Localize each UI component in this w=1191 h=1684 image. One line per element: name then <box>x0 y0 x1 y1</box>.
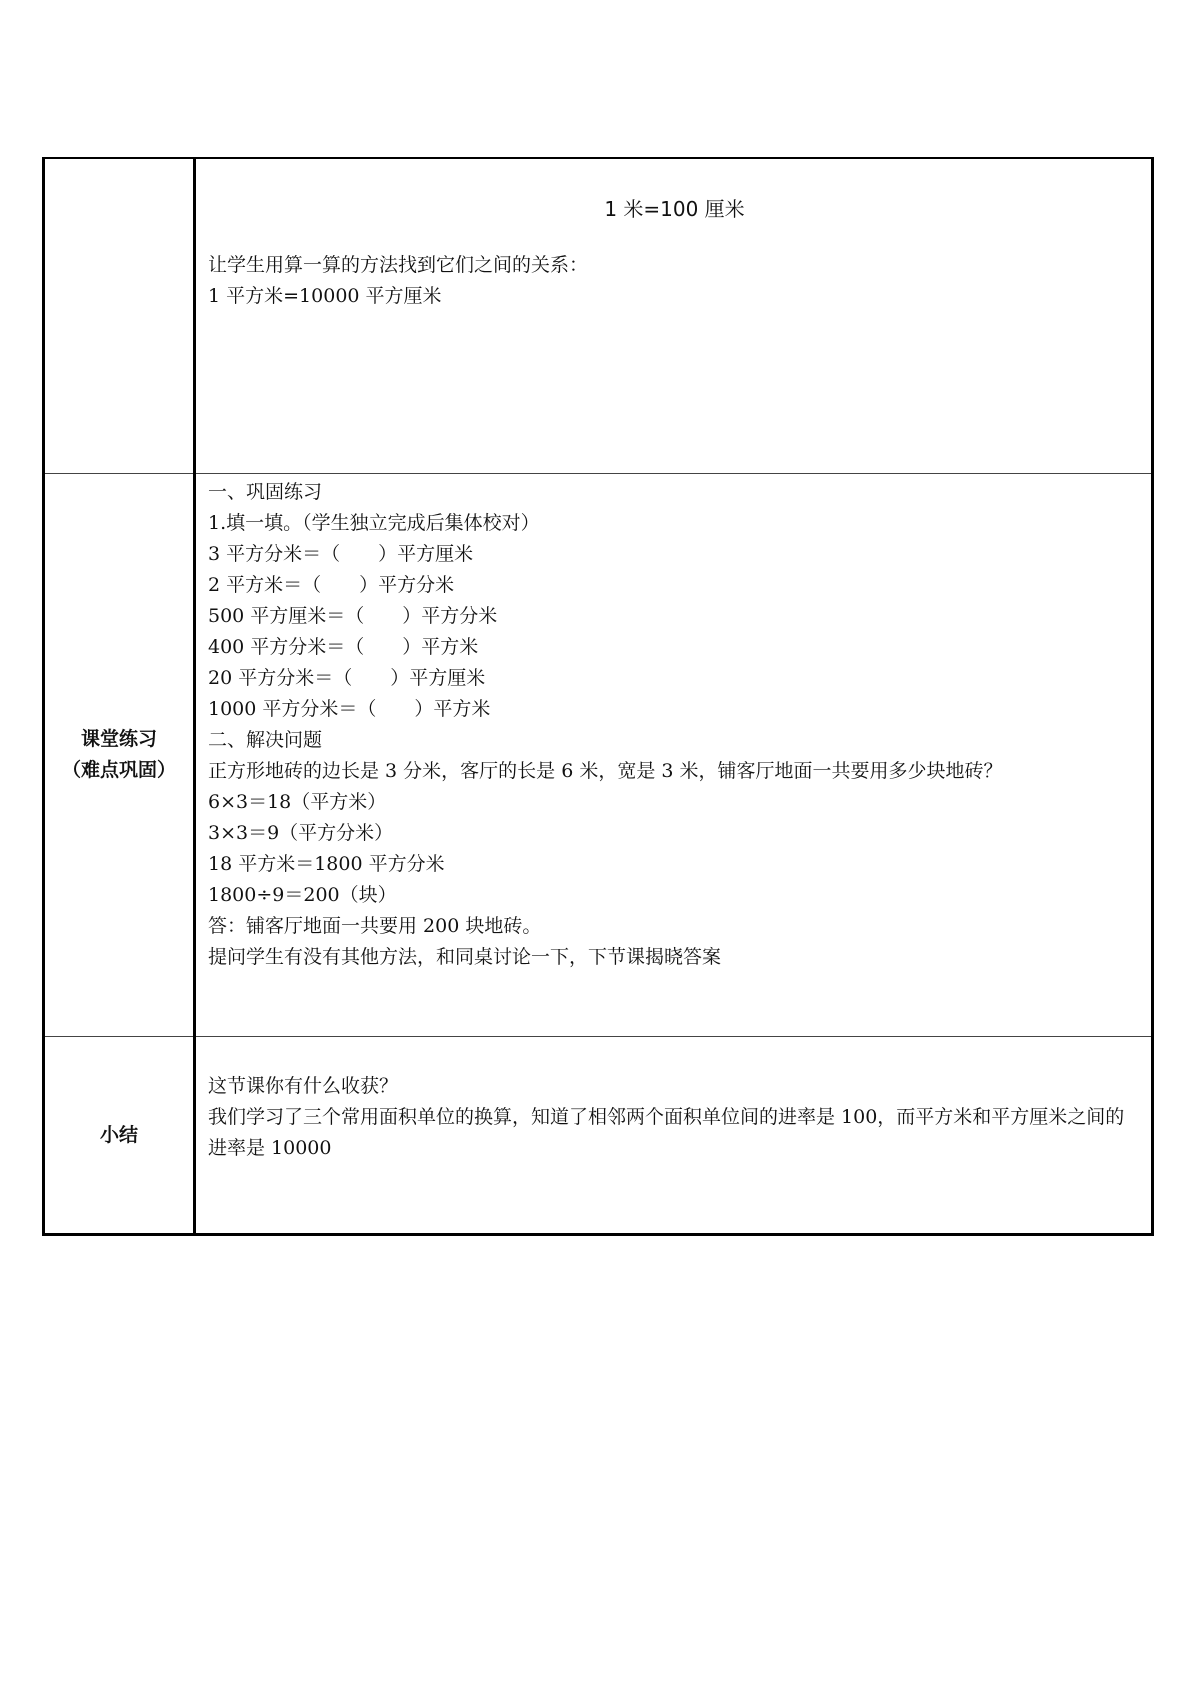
solution-line: 6×3＝18（平方米） <box>208 791 387 813</box>
answer-line: 答：铺客厅地面一共要用 200 块地砖。 <box>208 915 542 937</box>
summary-cell <box>195 1037 1153 1235</box>
summary-text: 我们学习了三个常用面积单位的换算，知道了相邻两个面积单位间的进率是 100，而平方米和平方厘米之间的进率是 10000 <box>208 1106 1125 1159</box>
solution-line: 3×3＝9（平方分米） <box>208 822 394 844</box>
practice-label: 课堂练习 <box>80 728 157 750</box>
practice-sublabel: （难点巩固） <box>61 759 176 781</box>
method-line: 让学生用算一算的方法找到它们之间的关系： <box>208 254 589 276</box>
exercise-line: 1000 平方分米＝（ ）平方米 <box>208 698 491 720</box>
conversion-cell <box>195 158 1153 474</box>
fill-in-instruction: 1.填一填。（学生独立完成后集体校对） <box>208 512 540 534</box>
row-label-empty <box>44 158 195 474</box>
summary-question: 这节课你有什么收获？ <box>208 1075 399 1097</box>
exercise-line: 500 平方厘米＝（ ）平方分米 <box>208 605 498 627</box>
problem-heading: 二、解决问题 <box>208 729 323 751</box>
solution-line: 18 平方米＝1800 平方分米 <box>208 853 445 875</box>
row-label-summary: 小结 <box>44 1037 195 1235</box>
exercise-line: 2 平方米＝（ ）平方分米 <box>208 574 455 596</box>
practice-heading: 一、巩固练习 <box>208 481 323 503</box>
row-label-practice <box>44 474 195 1037</box>
lesson-plan-table <box>42 157 1154 1236</box>
exercise-line: 400 平方分米＝（ ）平方米 <box>208 636 479 658</box>
problem-statement: 正方形地砖的边长是 3 分米，客厅的长是 6 米，宽是 3 米，铺客厅地面一共要用多少块地砖？ <box>208 760 1003 782</box>
exercise-line: 3 平方分米＝（ ）平方厘米 <box>208 543 474 565</box>
table-row-conversion <box>44 158 1153 474</box>
table-row-practice <box>44 474 1153 1037</box>
exercise-line: 20 平方分米＝（ ）平方厘米 <box>208 667 486 689</box>
practice-cell <box>195 474 1153 1037</box>
solution-line: 1800÷9＝200（块） <box>208 884 397 906</box>
square-meter-relation: 1 平方米=10000 平方厘米 <box>208 285 442 307</box>
meter-centimeter-formula: 1 米=100 厘米 <box>604 197 745 221</box>
discussion-line: 提问学生有没有其他方法，和同桌讨论一下，下节课揭晓答案 <box>208 946 722 968</box>
table-row-summary <box>44 1037 1153 1235</box>
